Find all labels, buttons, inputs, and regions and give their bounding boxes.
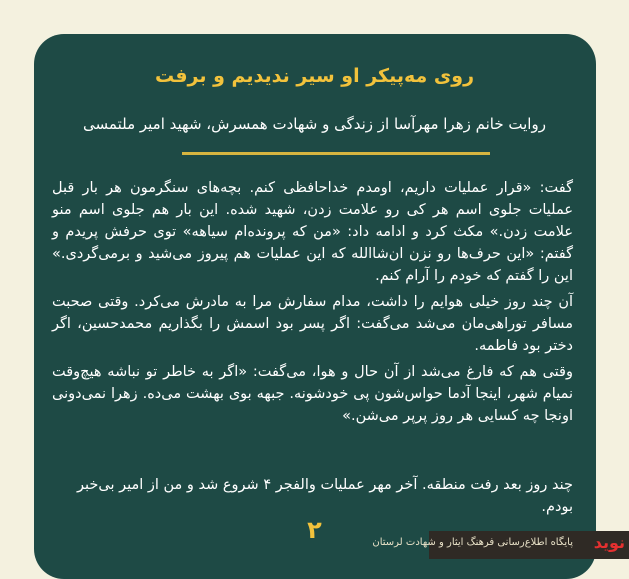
page-number: ۲	[307, 516, 322, 544]
closing-paragraph: چند روز بعد رفت منطقه. آخر مهر عملیات والفجر ۴ شروع شد و من از امیر بی‌خبر بودم.	[77, 477, 573, 515]
page-subtitle: روایت خانم زهرا مهرآسا از زندگی و شهادت همسرش، شهید امیر ملتمسی	[83, 115, 546, 133]
paragraph: آن چند روز خیلی هوایم را داشت، مدام سفارش مرا به مادرش می‌کرد. وقتی صحبت مسافر توراهی‌مان می‌شد می‌گفت: اگر پسر بود اسمش را بگذاریم محمدحسین، اگر دختر بود فاطمه.	[52, 294, 573, 354]
story-body	[52, 177, 573, 431]
page-title: روی مه‌پیکر او سیر ندیدیم و برفت	[154, 65, 475, 87]
paragraph: وقتی هم که فارغ می‌شد از آن حال و هوا، می‌گفت: «اگر به خاطر تو نباشه هیچ‌وقت نمیام شهر، اینجا آدما حواس‌شون پی خودشونه. جبهه بوی بهشت می‌ده. زهرا نمی‌دونی اونجا چه کسایی هر روز پرپر می‌شن.»	[52, 364, 573, 424]
brand-logo: نوید	[593, 533, 625, 552]
brand-watermark	[372, 531, 629, 559]
divider	[182, 152, 490, 155]
brand-text: پایگاه اطلاع‌رسانی فرهنگ ایثار و شهادت لرستان	[372, 537, 573, 548]
paragraph: گفت: «قرار عملیات داریم، اومدم خداحافظی کنم. بچه‌های سنگرمون هر بار قبل عملیات جلوی اسم هر کی رو علامت زدن، شهید شده. این بار هم جلوی اسم منو علامت زدن.» مکث کرد و ادامه داد: «من که پرونده‌ام سیاهه» توی حرفش پریدم و گفتم: «این حرف‌ها رو نزن ان‌شاالله که این عملیات هم پیروز می‌شید و برمی‌گردی.» این را گفتم که خودم را آرام کنم.	[52, 180, 573, 284]
